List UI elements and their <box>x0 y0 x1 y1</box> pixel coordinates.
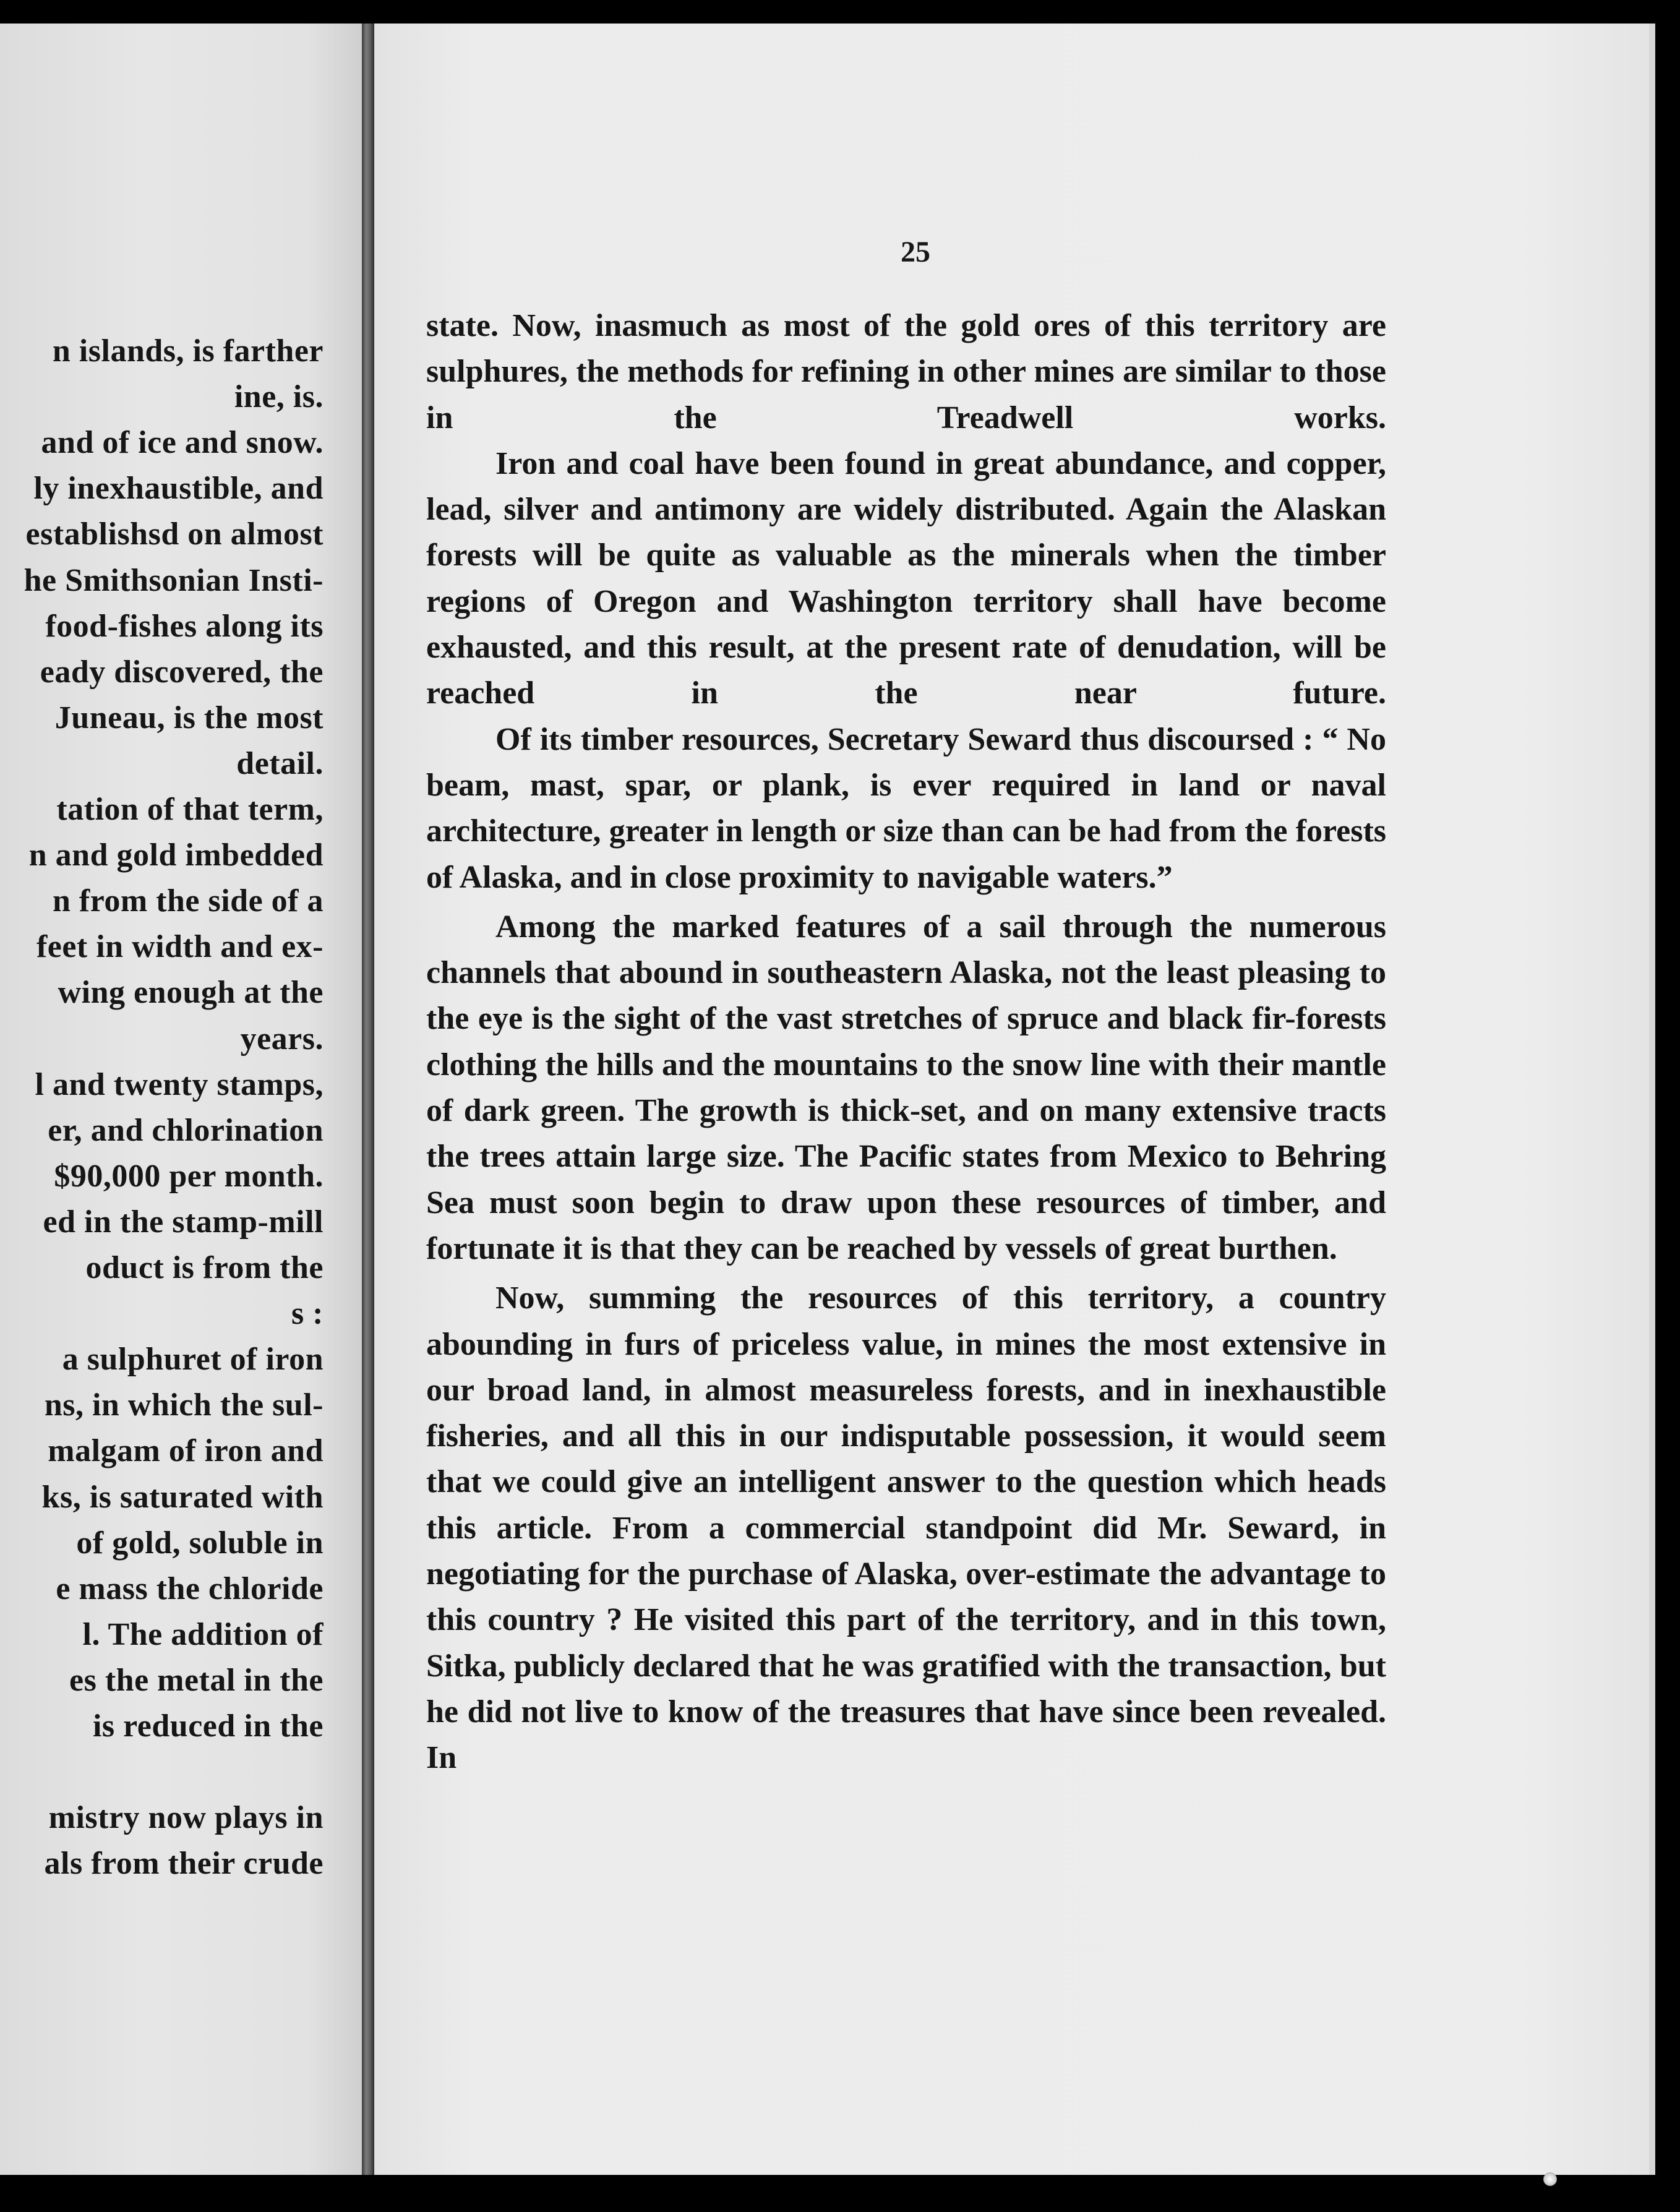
left-page-line: of gold, soluble in <box>76 1525 324 1561</box>
left-page-line: s : <box>291 1296 324 1332</box>
dust-speck <box>1543 2172 1557 2186</box>
right-page-text <box>426 303 1386 1781</box>
left-page-line: Juneau, is the most <box>54 700 324 735</box>
left-page-line: mistry now plays in <box>48 1800 324 1836</box>
left-page-line: e mass the chloride <box>56 1571 324 1606</box>
left-page-line: feet in width and ex- <box>36 929 324 965</box>
left-page-line: oduct is from the <box>85 1250 324 1285</box>
left-page-line: malgam of iron and <box>48 1433 324 1469</box>
left-page-line: n from the side of a <box>52 883 324 919</box>
left-page-line: wing enough at the <box>58 975 324 1011</box>
left-page-line: years. <box>240 1021 324 1057</box>
paragraph: state. Now, inasmuch as most of the gold ores of this territory are sulphures, the methods for refining in other mines are similar to those in the Treadwell works. <box>426 308 1386 435</box>
left-page-line: ly inexhaustible, and <box>33 471 324 507</box>
left-page-line: is reduced in the <box>92 1708 324 1744</box>
left-page-line: tation of that term, <box>56 792 324 827</box>
left-page <box>0 24 362 2175</box>
left-page-line: $90,000 per month. <box>54 1158 324 1194</box>
paragraph: Iron and coal have been found in great abundance, and copper, lead, silver and antimony are widely distributed. Again the Alaskan forests will be quite as valuable as the minerals when the timber regions of Oregon and Washington territory shall have become exhausted, and this result, at the present rate of denudation, will be reached in the near future. <box>426 445 1386 711</box>
book-gutter <box>362 24 374 2175</box>
left-page-line: ks, is saturated with <box>41 1479 324 1515</box>
left-page-line: l and twenty stamps, <box>35 1066 324 1102</box>
left-page-line: a sulphuret of iron <box>62 1342 324 1378</box>
left-page-line: ine, is. <box>234 379 324 415</box>
left-page-line: food-fishes along its <box>45 608 324 644</box>
left-page-line: ed in the stamp-mill <box>43 1204 324 1240</box>
left-page-line: n islands, is farther <box>52 333 324 369</box>
left-page-line: er, and chlorination <box>48 1112 324 1148</box>
left-page-line: n and gold imbedded <box>28 838 324 873</box>
paragraph: Now, summing the resources of this territory, a country abounding in furs of priceless value, in mines the most extensive in our broad land, in almost measureless forests, and in inexhaustible fisheries, and all this in our indisputable possession, it would seem that we could give an intelligent answer to the question which heads this article. From a commercial standpoint did Mr. Seward, in negotiating for the purchase of Alaska, over-estimate the advantage to this country ? He visited this part of the territory, and in this town, Sitka, publicly declared that he was gratified with the transaction, but he did not live to know of the treasures that have since been revealed. In <box>426 1280 1386 1776</box>
left-page-line: and of ice and snow. <box>41 425 324 461</box>
page-number: 25 <box>901 236 930 268</box>
paragraph: Among the marked features of a sail through the numerous channels that abound in southeastern Alaska, not the least pleasing to the eye is the sight of the vast stretches of spruce and black fir-forests clothing the hills and the mountains to the snow line with their mantle of dark green. The growth is thick-set, and on many extensive tracts the trees attain large size. The Pacific states from Mexico to Behring Sea must soon begin to draw upon these resources of timber, and fortunate it is that they can be reached by vessels of great burthen. <box>426 909 1386 1266</box>
page-edge <box>1649 24 1655 2175</box>
paragraph: Of its timber resources, Secretary Seward thus discoursed : “ No beam, mast, spar, or plank, is ever required in land or naval architecture, greater in length or size than can be had from the forests of Alaska, and in close proximity to navigable waters.” <box>426 721 1386 895</box>
left-page-line: eady discovered, the <box>40 654 324 690</box>
left-page-line: l. The addition of <box>82 1616 324 1652</box>
left-page-line: establishsd on almost <box>25 517 324 552</box>
left-page-line: als from their crude <box>44 1846 324 1882</box>
left-page-line: he Smithsonian Insti- <box>24 562 324 598</box>
left-page-line: es the metal in the <box>69 1662 324 1698</box>
left-page-line: ns, in which the sul- <box>44 1387 324 1423</box>
left-page-line: detail. <box>236 745 324 781</box>
